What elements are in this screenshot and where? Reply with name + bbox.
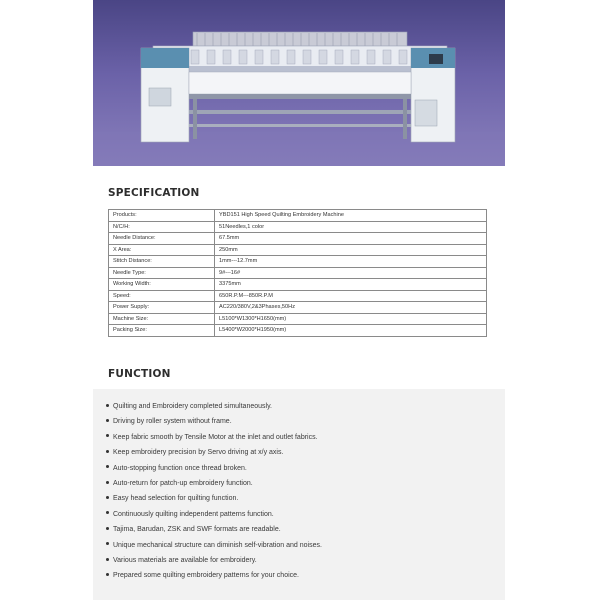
- spec-value: 67.5mm: [215, 233, 487, 245]
- spec-value: 3375mm: [215, 279, 487, 291]
- spec-value: 650R.P.M---850R.P.M: [215, 290, 487, 302]
- list-item: [106, 555, 322, 570]
- function-text: Quilting and Embroidery completed simultaneously.: [113, 403, 273, 410]
- spec-label: Machine Size:: [109, 313, 215, 325]
- function-text: Unique mechanical structure can diminish self-vibration and noises.: [113, 541, 322, 549]
- table-row: [109, 302, 487, 314]
- bullet-icon: [106, 511, 109, 514]
- bullet-icon: [106, 496, 109, 499]
- function-text: Auto-stopping function once thread broken.: [113, 464, 247, 472]
- bullet-icon: [106, 404, 109, 407]
- table-row: [109, 256, 487, 268]
- function-text: Various materials are available for embroidery.: [113, 556, 257, 564]
- function-list: [106, 401, 322, 586]
- bullet-icon: [106, 450, 109, 453]
- table-row: [109, 267, 487, 279]
- bullet-icon: [106, 542, 109, 545]
- bullet-icon: [106, 465, 109, 468]
- function-heading: FUNCTION: [108, 368, 171, 380]
- table-row: [109, 290, 487, 302]
- table-row: [109, 210, 487, 222]
- spec-value: 1mm---12.7mm: [215, 256, 487, 268]
- bullet-icon: [106, 419, 109, 422]
- bullet-icon: [106, 481, 109, 484]
- list-item: [106, 416, 322, 431]
- list-item: [106, 524, 322, 539]
- specification-heading: SPECIFICATION: [108, 187, 200, 199]
- spec-label: Speed:: [109, 290, 215, 302]
- spec-label: Needle Distance:: [109, 233, 215, 245]
- spec-label: Power Supply:: [109, 302, 215, 314]
- spec-label: Needle Type:: [109, 267, 215, 279]
- list-item: [106, 478, 322, 493]
- table-row: [109, 233, 487, 245]
- quilting-machine-illustration: [93, 0, 505, 166]
- list-item: [106, 540, 322, 555]
- spec-label: Working Width:: [109, 279, 215, 291]
- machine-photo: [93, 0, 505, 166]
- spec-value: 9#---16#: [215, 267, 487, 279]
- spec-value: AC220/380V,2&3Phases,50Hz: [215, 302, 487, 314]
- spec-value: L5400*W2000*H1950(mm): [215, 325, 487, 337]
- list-item: [106, 432, 322, 447]
- table-row: [109, 313, 487, 325]
- function-text: Keep embroidery precision by Servo driving at x/y axis.: [113, 449, 284, 457]
- bullet-icon: [106, 434, 109, 437]
- specification-table: [108, 209, 487, 337]
- bullet-icon: [106, 573, 109, 576]
- spec-value: L5100*W1300*H1650(mm): [215, 313, 487, 325]
- table-row: [109, 279, 487, 291]
- function-text: Easy head selection for quilting function.: [113, 495, 239, 503]
- table-row: [109, 244, 487, 256]
- function-text: Auto-return for patch-up embroidery function.: [113, 479, 253, 487]
- spec-value: 250mm: [215, 244, 487, 256]
- spec-value: 51Needles,1 color: [215, 221, 487, 233]
- list-item: [106, 401, 322, 416]
- function-text: Continuously quilting independent patterns function.: [113, 510, 274, 518]
- spec-label: N/C/H:: [109, 221, 215, 233]
- list-item: [106, 447, 322, 462]
- spec-label: Stitch Distance:: [109, 256, 215, 268]
- function-text: Keep fabric smooth by Tensile Motor at the inlet and outlet fabrics.: [113, 433, 318, 441]
- bullet-icon: [106, 558, 109, 561]
- list-item: [106, 509, 322, 524]
- table-row: [109, 325, 487, 337]
- spec-label: X Area:: [109, 244, 215, 256]
- list-item: [106, 493, 322, 508]
- list-item: [106, 463, 322, 478]
- spec-value: YBD151 High Speed Quilting Embroidery Machine: [215, 210, 487, 222]
- table-row: [109, 221, 487, 233]
- function-text: Driving by roller system without frame.: [113, 418, 232, 426]
- list-item: [106, 570, 322, 585]
- spec-label: Packing Size:: [109, 325, 215, 337]
- bullet-icon: [106, 527, 109, 530]
- function-text: Tajima, Barudan, ZSK and SWF formats are readable.: [113, 526, 281, 534]
- spec-label: Products:: [109, 210, 215, 222]
- function-text: Prepared some quilting embroidery patterns for your choice.: [113, 572, 299, 580]
